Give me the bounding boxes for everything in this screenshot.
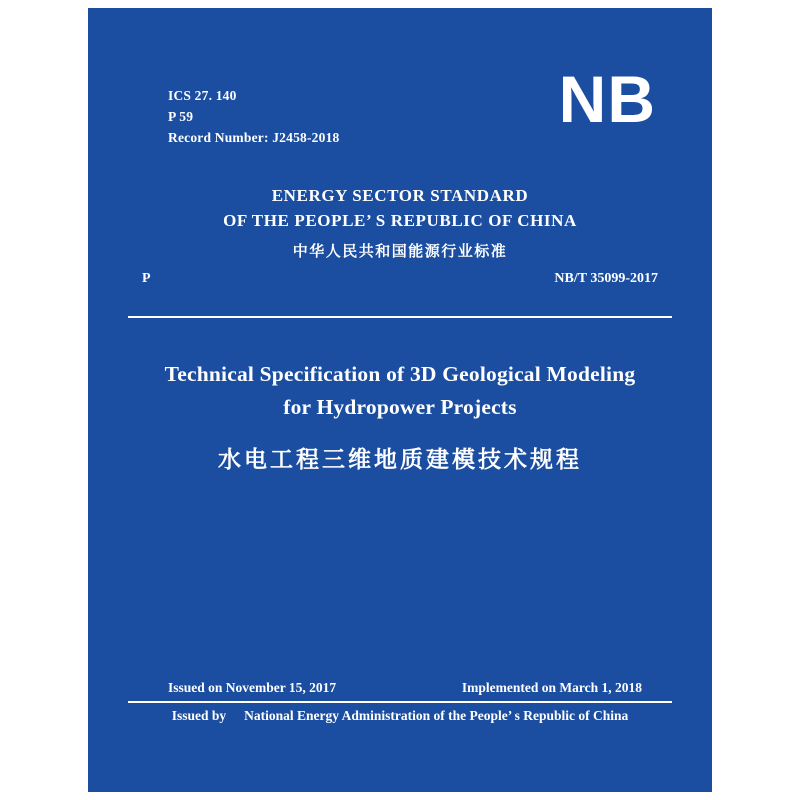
nb-logo: NB: [558, 62, 656, 136]
record-number: Record Number: J2458-2018: [168, 129, 340, 145]
standard-name-cn: 中华人民共和国能源行业标准: [292, 242, 508, 261]
standard-cover: [88, 8, 712, 792]
implemented-on-date: Implemented on March 1, 2018: [461, 680, 642, 695]
divider-top: [128, 316, 672, 318]
standard-name-en-line1: ENERGY SECTOR STANDARD: [271, 186, 529, 205]
title-cn: 水电工程三维地质建模技术规程: [218, 446, 582, 473]
title-en-line2: for Hydropower Projects: [283, 395, 517, 420]
issued-by-label: Issued by: [171, 708, 227, 723]
code-row: [142, 271, 658, 287]
title-en-line1: Technical Specification of 3D Geological Modeling: [164, 362, 636, 386]
standard-name-en-line2: OF THE PEOPLE’ S REPUBLIC OF CHINA: [223, 210, 577, 230]
identification-block: [168, 86, 339, 149]
ics-number: ICS 27. 140: [168, 88, 237, 103]
issued-on-date: Issued on November 15, 2017: [168, 680, 337, 695]
title-block: [142, 358, 658, 474]
classification-code: P 59: [168, 108, 194, 124]
divider-bottom: [128, 701, 672, 703]
standard-name-block: [88, 184, 712, 261]
standard-code: NB/T 35099-2017: [554, 271, 658, 286]
issued-by-organization: National Energy Administration of the People’ s Republic of China: [244, 708, 629, 723]
dates-row: [168, 680, 642, 696]
classification-letter: P: [142, 271, 151, 286]
issuer-row: [88, 708, 712, 724]
